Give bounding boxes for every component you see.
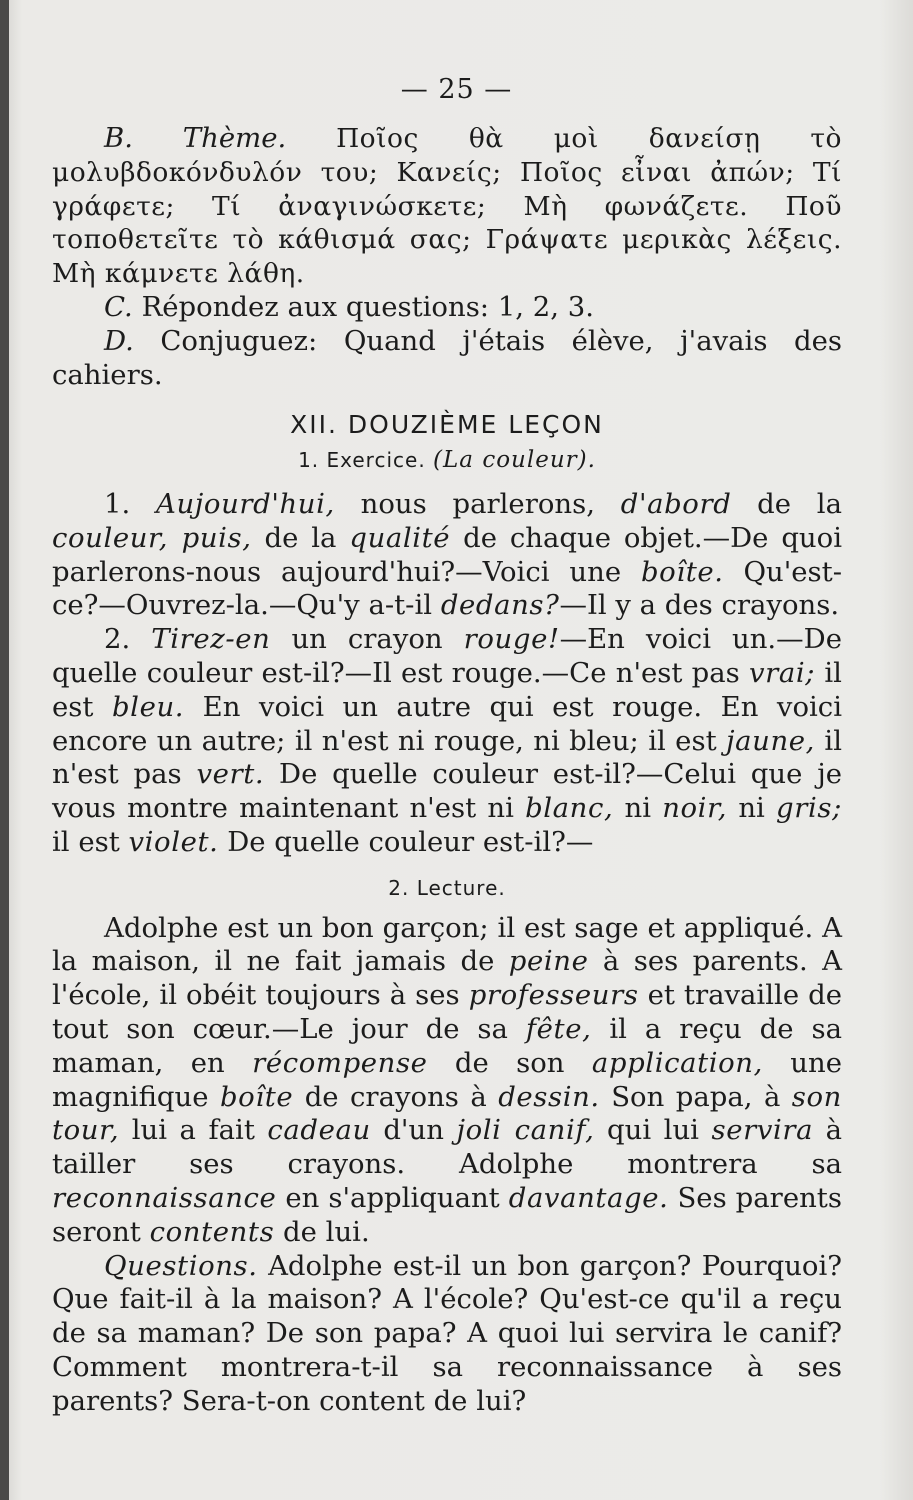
vocab-word: gris;: [776, 792, 842, 825]
text-run: de crayons à: [304, 1080, 487, 1113]
text-run: un crayon: [291, 623, 443, 656]
text-run: ni: [738, 792, 765, 825]
text-run: —En voici un.—De quelle couleur est-il?—Il est rouge.—Ce n'est pas: [52, 623, 843, 689]
exercise-c-label: C.: [104, 290, 133, 323]
text-run: d'un: [383, 1114, 444, 1147]
vocab-word: son tour,: [52, 1080, 842, 1147]
vocab-word: fête,: [525, 1012, 592, 1045]
vocab-word: cadeau: [267, 1114, 371, 1147]
text-run: il n'est pas: [52, 724, 842, 791]
text-run: De quelle couleur est-il?—: [227, 825, 594, 858]
page-spine-edge: [0, 0, 9, 1500]
exercise-topic: (La couleur).: [433, 447, 596, 474]
text-run: Ses parents seront: [52, 1181, 842, 1248]
exercise-d-label: D.: [104, 324, 134, 357]
vocab-word: jaune,: [726, 724, 815, 757]
page-body: [52, 122, 842, 1418]
lesson-paragraph-1: [52, 488, 842, 623]
text-run: ni: [624, 792, 652, 825]
text-run: à ses parents. A l'école, il obéit toujours à ses: [52, 945, 842, 1012]
text-run: —Il y a des crayons.: [559, 589, 840, 622]
text-run: il a reçu de sa maman, en: [52, 1012, 842, 1079]
text-run: de la: [757, 487, 842, 520]
exercise-c: [52, 291, 842, 325]
exercise-number: 1. Exercice.: [298, 448, 426, 473]
text-run: Qu'est-ce?—Ouvrez-la.—Qu'y a-t-il: [52, 555, 842, 622]
exercise-b-greek-text: Ποῖος θὰ μοὶ δανείσῃ τὸ μολυβδοκόνδυλόν του; Κανείς; Ποῖος εἶναι ἀπών; Τί γράφετε; Τί ἀναγινώσκετε; Μὴ φωνάζετε. Ποῦ τοποθετεῖτε τὸ κάθισμά σας; Γράψατε μερικὰς λέξεις. Μὴ κάμνετε λάθη.: [52, 123, 842, 290]
text-run: qui lui: [607, 1114, 699, 1147]
text-run: de lui.: [283, 1215, 370, 1248]
vocab-word: qualité: [349, 521, 451, 554]
vocab-word: joli canif,: [456, 1114, 595, 1147]
text-run: à tailler ses crayons. Adolphe montrera sa: [52, 1114, 843, 1181]
vocab-word: violet.: [128, 825, 219, 858]
questions-paragraph: [52, 1250, 842, 1419]
vocab-word: Aujourd'hui,: [156, 487, 335, 520]
text-run: il est: [52, 656, 842, 723]
vocab-word: noir,: [662, 792, 728, 825]
vocab-word: professeurs: [468, 979, 639, 1012]
text-run: il est: [52, 825, 120, 858]
lecture-heading: 2. Lecture.: [388, 875, 506, 900]
text-run: Adolphe est un bon garçon; il est sage et appliqué. A la maison, il ne fait jamais de: [52, 911, 842, 978]
exercise-d-text: Conjuguez: Quand j'étais élève, j'avais des cahiers.: [52, 324, 842, 391]
questions-text: Adolphe est-il un bon garçon? Pourquoi? Que fait-il à la maison? A l'école? Qu'est-ce qu'il a reçu de sa maman? De son papa? A quoi lui servira le canif? Comment montrera-t-il sa reconnaissance à ses parents? Sera-t-on content de lui?: [52, 1249, 842, 1417]
lesson-paragraph-2: [52, 623, 842, 860]
text-run: lui a fait: [131, 1114, 255, 1147]
vocab-word: peine: [508, 945, 589, 978]
vocab-word: contents: [149, 1215, 275, 1248]
text-run: De quelle couleur est-il?—Celui que je vous montre maintenant n'est ni: [52, 758, 842, 825]
questions-label: Questions.: [104, 1249, 258, 1282]
paragraph-number: 2.: [104, 623, 131, 656]
lesson-subheading: [52, 444, 842, 478]
vocab-word: d'abord: [620, 487, 732, 520]
vocab-word: reconnaissance: [52, 1181, 277, 1214]
vocab-word: rouge!: [463, 623, 560, 656]
vocab-word: blanc,: [525, 792, 614, 825]
vocab-word: servira: [711, 1114, 814, 1147]
text-run: En voici un autre qui est rouge. En voici encore un autre; il n'est ni rouge, ni bleu; il est: [52, 690, 842, 757]
vocab-word: dedans?: [440, 589, 560, 622]
exercise-c-text: Répondez aux questions: 1, 2, 3.: [141, 290, 595, 323]
paragraph-number: 1.: [104, 487, 131, 520]
vocab-word: application,: [591, 1046, 763, 1079]
text-run: de son: [454, 1046, 565, 1079]
exercise-d: [52, 325, 842, 393]
vocab-word: bleu.: [111, 690, 185, 723]
text-run: et travaille de tout son cœur.—Le jour de sa: [52, 979, 842, 1045]
reading-paragraph: [52, 912, 842, 1250]
text-run: de chaque objet.—De quoi parlerons-nous aujourd'hui?—Voici une: [52, 521, 842, 588]
text-run: en s'appliquant: [285, 1181, 500, 1214]
vocab-word: couleur, puis,: [52, 521, 252, 554]
vocab-word: davantage.: [508, 1181, 669, 1214]
vocab-word: boîte.: [640, 555, 724, 588]
text-run: nous parlerons,: [360, 487, 595, 520]
exercise-b: [52, 122, 842, 291]
vocab-word: récompense: [252, 1046, 428, 1079]
text-run: de la: [264, 521, 337, 554]
vocab-word: dessin.: [498, 1080, 600, 1113]
exercise-b-label: B. Thème.: [104, 122, 287, 154]
text-run: une magnifique: [52, 1046, 842, 1113]
page-number: — 25 —: [400, 74, 513, 105]
vocab-word: vrai;: [749, 656, 816, 689]
vocab-word: boîte: [219, 1080, 294, 1113]
vocab-word: vert.: [196, 758, 265, 791]
vocab-word: Tirez-en: [151, 623, 271, 656]
lesson-title: XII. DOUZIÈME LEÇON: [290, 410, 604, 440]
text-run: Son papa, à: [611, 1080, 781, 1113]
